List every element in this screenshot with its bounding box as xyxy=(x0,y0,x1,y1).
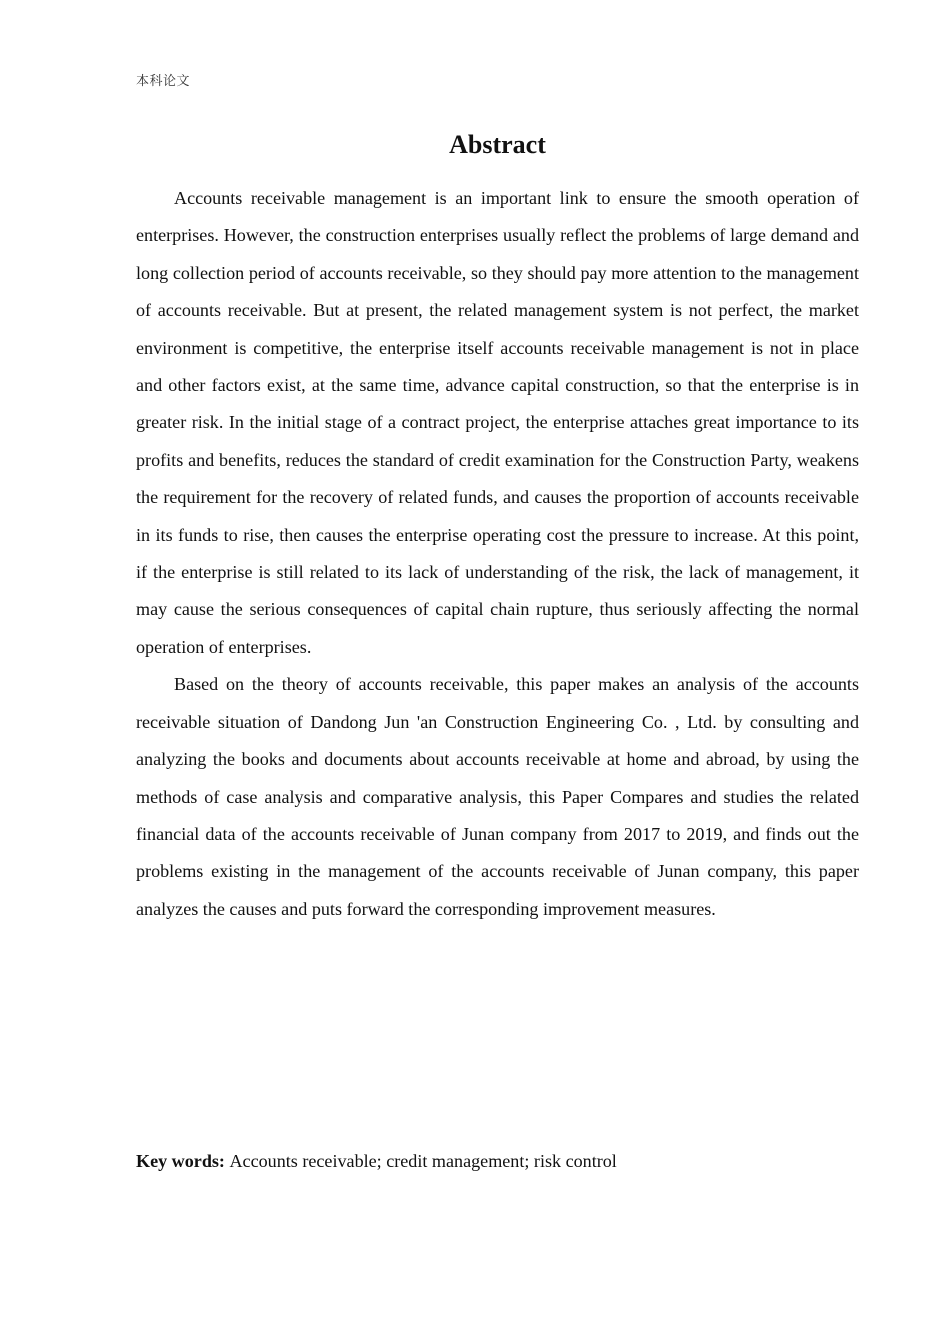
keywords-label: Key words: xyxy=(136,1151,230,1171)
abstract-title: Abstract xyxy=(449,130,546,159)
abstract-paragraph-1: Accounts receivable management is an important link to ensure the smooth operation of enterprises. However, the construction enterprises usually reflect the problems of large demand and long collection period of accounts receivable, so they should pay more attention to the management of accounts receivable. But at present, the related management system is not perfect, the market environment is competitive, the enterprise itself accounts receivable management is not in place and other factors exist, at the same time, advance capital construction, so that the enterprise is in greater risk. In the initial stage of a contract project, the enterprise attaches great importance to its profits and benefits, reduces the standard of credit examination for the Construction Party, weakens the requirement for the recovery of related funds, and causes the proportion of accounts receivable in its funds to rise, then causes the enterprise operating cost the pressure to increase. At this point, if the enterprise is still related to its lack of understanding of the risk, the lack of management, it may cause the serious consequences of capital chain rupture, thus seriously affecting the normal operation of enterprises. xyxy=(136,188,859,657)
abstract-body xyxy=(136,180,859,928)
running-header: 本科论文 xyxy=(136,74,191,89)
keywords-line xyxy=(136,1143,859,1180)
keywords-text: Accounts receivable; credit management; risk control xyxy=(229,1151,617,1171)
abstract-paragraph-2: Based on the theory of accounts receivable, this paper makes an analysis of the accounts receivable situation of Dandong Jun 'an Construction Engineering Co. , Ltd. by consulting and analyzing the books and documents about accounts receivable at home and abroad, by using the methods of case analysis and comparative analysis, this Paper Compares and studies the related financial data of the accounts receivable of Junan company from 2017 to 2019, and finds out the problems existing in the management of the accounts receivable of Junan company, this paper analyzes the causes and puts forward the corresponding improvement measures. xyxy=(136,674,859,919)
